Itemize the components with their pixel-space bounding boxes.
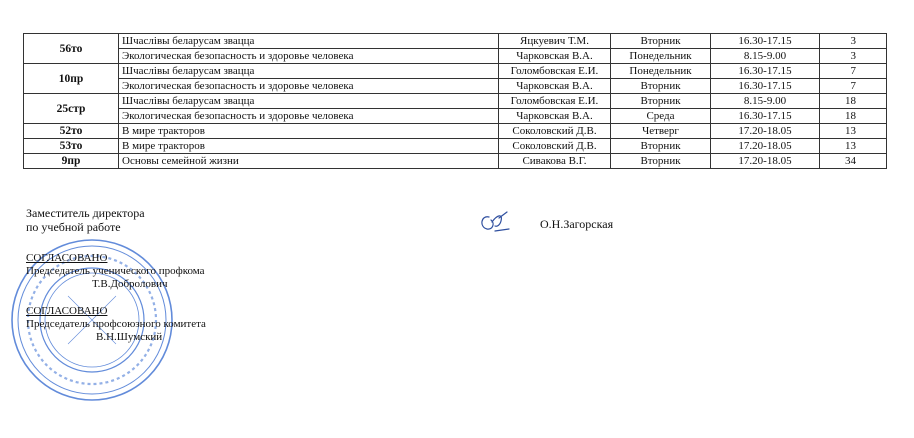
table-row (24, 79, 887, 94)
table-row (24, 139, 887, 154)
hours-cell: 18 (820, 109, 887, 124)
teacher-cell: Яцкуевич Т.М. (499, 34, 611, 49)
table-row (24, 64, 887, 79)
day-cell: Четверг (611, 124, 711, 139)
group-cell: 10пр (24, 64, 119, 94)
course-cell: Шчаслівы беларусам звацца (119, 94, 499, 109)
hours-cell: 7 (820, 64, 887, 79)
table-row (24, 34, 887, 49)
table-row (24, 109, 887, 124)
group-cell: 25стр (24, 94, 119, 124)
agreement-title: СОГЛАСОВАНО (26, 252, 108, 264)
hours-cell: 13 (820, 124, 887, 139)
signature-position-line2: по учебной работе (26, 220, 121, 234)
time-cell: 17.20-18.05 (711, 154, 820, 169)
signature-position (26, 206, 145, 234)
time-cell: 8.15-9.00 (711, 49, 820, 64)
time-cell: 16.30-17.15 (711, 109, 820, 124)
time-cell: 16.30-17.15 (711, 79, 820, 94)
group-cell: 53то (24, 139, 119, 154)
teacher-cell: Чарковская В.А. (499, 109, 611, 124)
agreement-block-1 (26, 252, 205, 291)
course-cell: Шчаслівы беларусам звацца (119, 64, 499, 79)
hours-cell: 3 (820, 49, 887, 64)
day-cell: Вторник (611, 79, 711, 94)
time-cell: 17.20-18.05 (711, 139, 820, 154)
agreement-block-2 (26, 305, 206, 344)
signature-position-line1: Заместитель директора (26, 206, 145, 220)
course-cell: В мире тракторов (119, 124, 499, 139)
hours-cell: 3 (820, 34, 887, 49)
time-cell: 8.15-9.00 (711, 94, 820, 109)
teacher-cell: Соколовский Д.В. (499, 139, 611, 154)
hours-cell: 34 (820, 154, 887, 169)
schedule-table (23, 33, 887, 169)
course-cell: Экологическая безопасность и здоровье человека (119, 79, 499, 94)
group-cell: 9пр (24, 154, 119, 169)
teacher-cell: Голомбовская Е.И. (499, 94, 611, 109)
group-cell: 52то (24, 124, 119, 139)
hours-cell: 7 (820, 79, 887, 94)
agreement-title: СОГЛАСОВАНО (26, 305, 108, 317)
course-cell: Основы семейной жизни (119, 154, 499, 169)
signature-name: О.Н.Загорская (540, 217, 614, 231)
day-cell: Понедельник (611, 49, 711, 64)
teacher-cell: Чарковская В.А. (499, 79, 611, 94)
agreement-name: В.Н.Шумский (96, 331, 163, 343)
hours-cell: 18 (820, 94, 887, 109)
teacher-cell: Голомбовская Е.И. (499, 64, 611, 79)
day-cell: Среда (611, 109, 711, 124)
hours-cell: 13 (820, 139, 887, 154)
agreement-position: Председатель ученического профкома (26, 265, 205, 277)
day-cell: Понедельник (611, 64, 711, 79)
course-cell: Экологическая безопасность и здоровье человека (119, 49, 499, 64)
day-cell: Вторник (611, 154, 711, 169)
day-cell: Вторник (611, 94, 711, 109)
time-cell: 16.30-17.15 (711, 64, 820, 79)
table-row (24, 154, 887, 169)
time-cell: 17.20-18.05 (711, 124, 820, 139)
table-row (24, 94, 887, 109)
teacher-cell: Чарковская В.А. (499, 49, 611, 64)
group-cell: 56то (24, 34, 119, 64)
day-cell: Вторник (611, 34, 711, 49)
handwritten-signature (475, 209, 515, 239)
course-cell: Экологическая безопасность и здоровье человека (119, 109, 499, 124)
teacher-cell: Сивакова В.Г. (499, 154, 611, 169)
course-cell: В мире тракторов (119, 139, 499, 154)
course-cell: Шчаслівы беларусам звацца (119, 34, 499, 49)
agreement-name: Т.В.Добролович (92, 278, 168, 290)
table-row (24, 124, 887, 139)
time-cell: 16.30-17.15 (711, 34, 820, 49)
teacher-cell: Соколовский Д.В. (499, 124, 611, 139)
agreement-position: Председатель профсоюзного комитета (26, 318, 206, 330)
table-row (24, 49, 887, 64)
day-cell: Вторник (611, 139, 711, 154)
